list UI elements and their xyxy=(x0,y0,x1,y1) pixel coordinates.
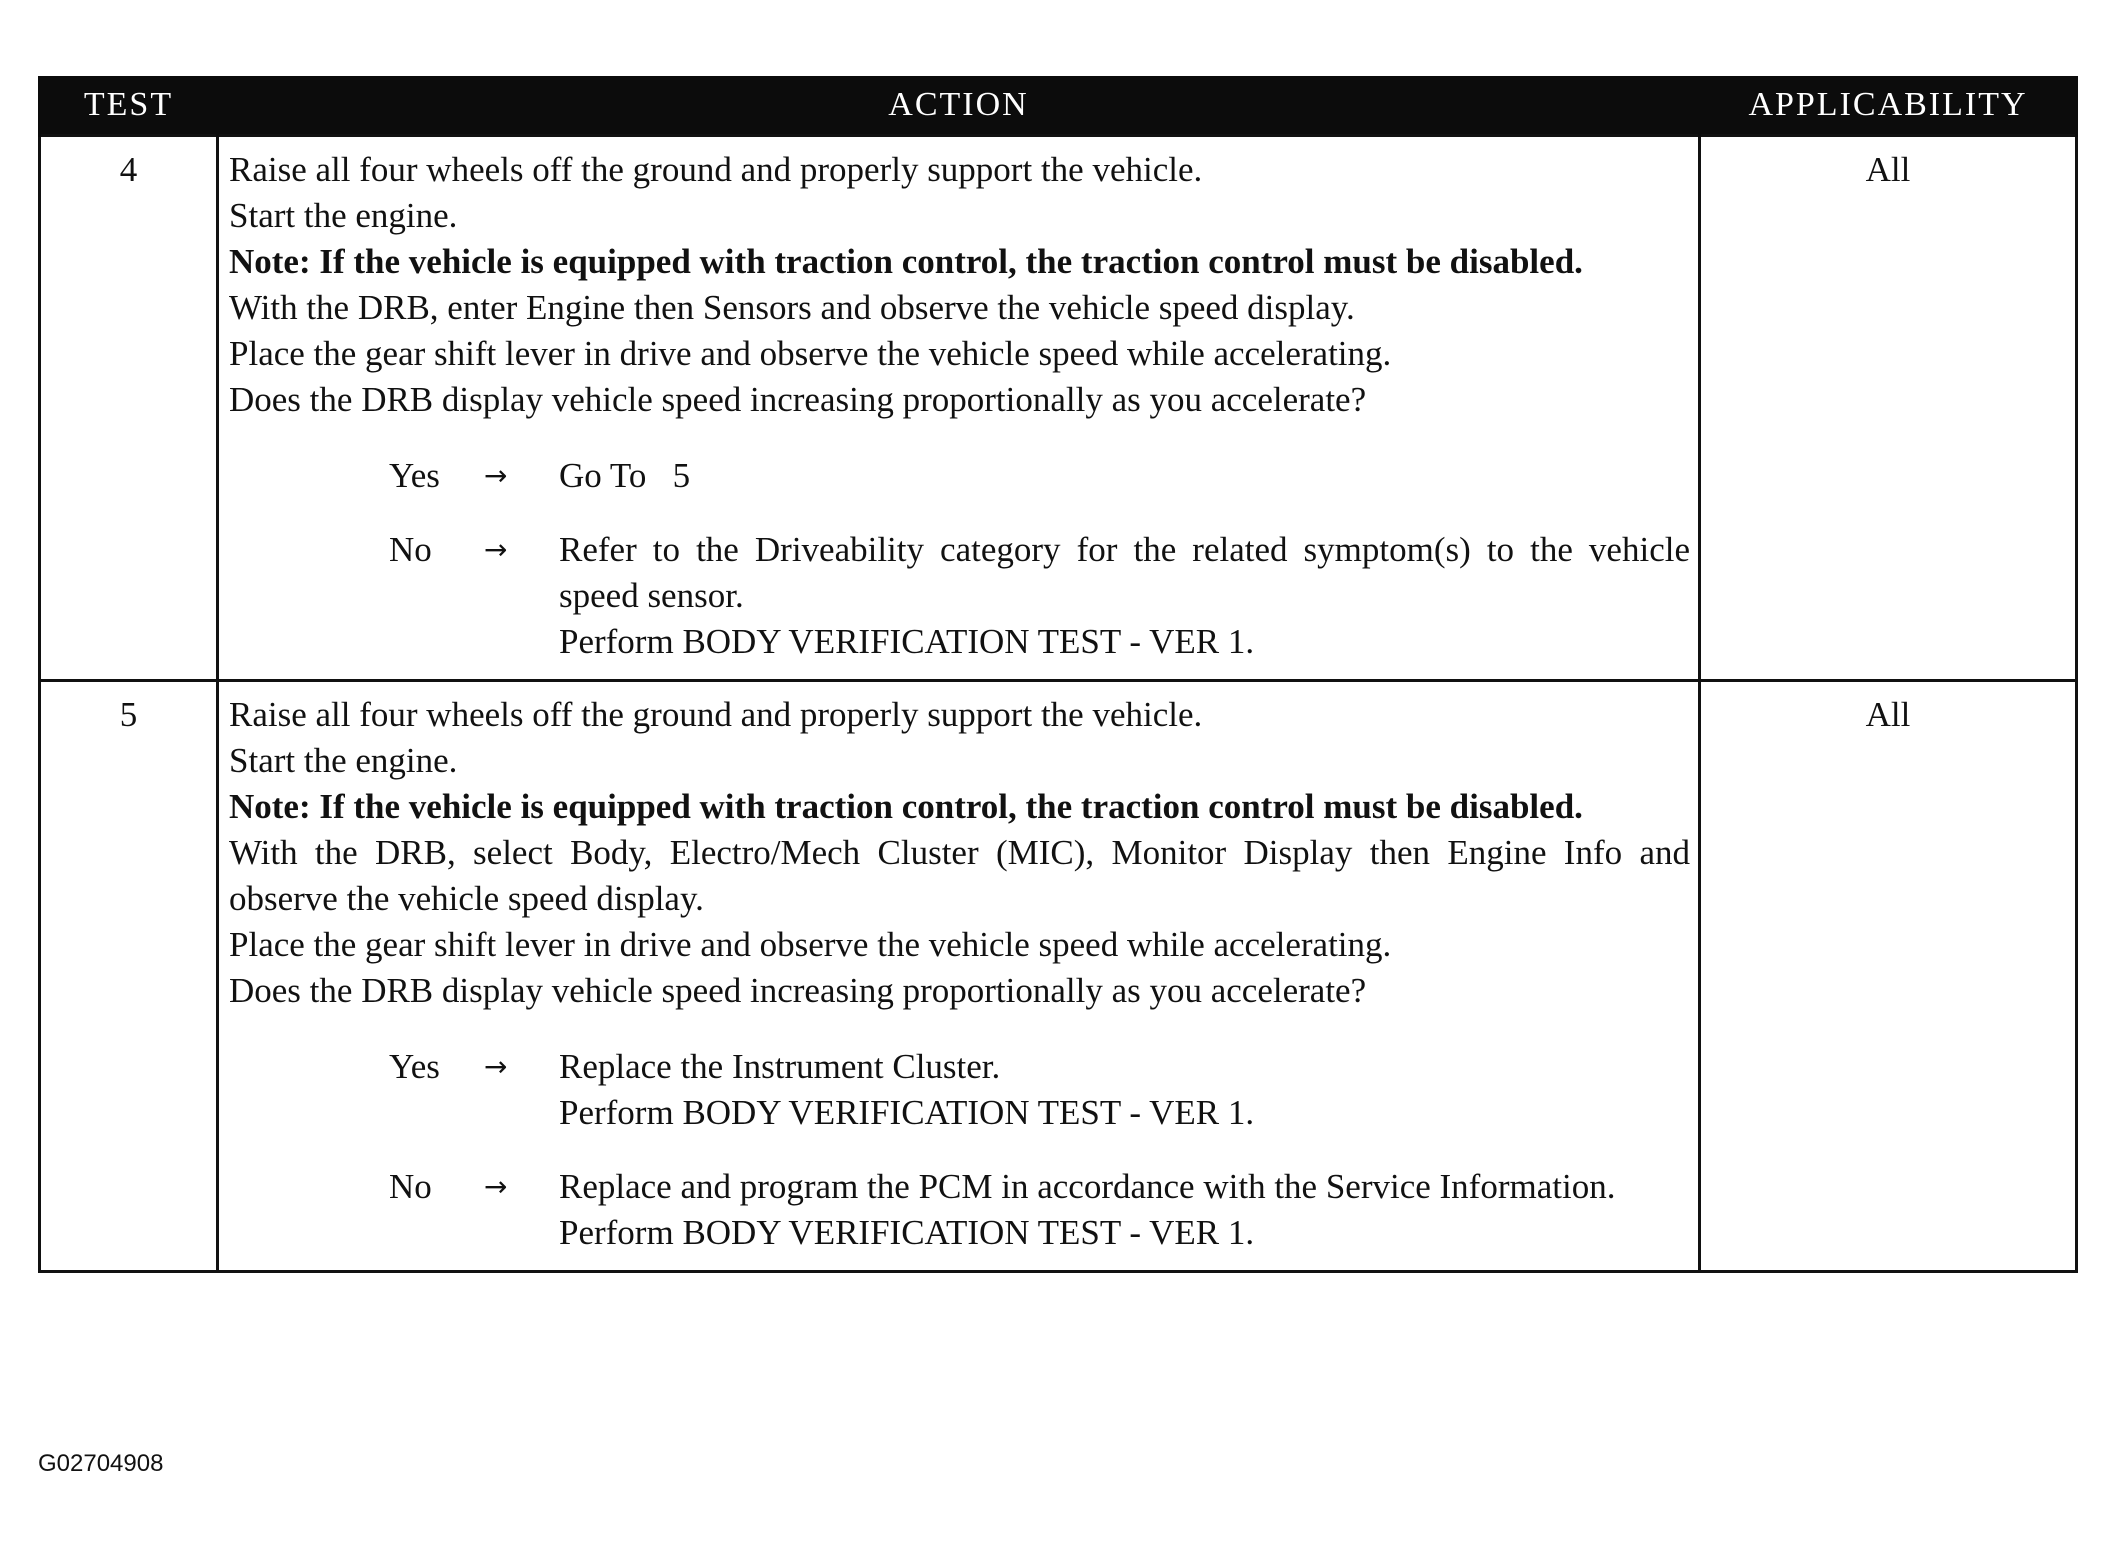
action-line: Raise all four wheels off the ground and properly support the vehicle. xyxy=(229,150,1203,189)
right-arrow-icon: → xyxy=(484,533,508,566)
response-text xyxy=(559,1044,1690,1136)
traction-control-note: Note: If the vehicle is equipped with traction control, the traction control must be disabled. xyxy=(229,242,1583,281)
response-yes xyxy=(229,453,1690,499)
right-arrow-icon: → xyxy=(484,1170,508,1203)
response-text xyxy=(559,453,1690,499)
action-question: Does the DRB display vehicle speed increasing proportionally as you accelerate? xyxy=(229,380,1367,419)
figure-id: G02704908 xyxy=(38,1450,164,1477)
header-applicability: APPLICABILITY xyxy=(1700,76,2077,136)
diagnostic-test-table-container xyxy=(38,76,2075,1273)
response-label: Yes xyxy=(389,1047,440,1086)
table-row-test-4 xyxy=(40,136,2077,681)
response-label: No xyxy=(389,530,432,569)
response-line: Refer to the Driveability category for the related symptom(s) to the vehicle speed sensor. xyxy=(559,530,1690,615)
traction-control-note: Note: If the vehicle is equipped with traction control, the traction control must be disabled. xyxy=(229,787,1583,826)
response-line: Perform BODY VERIFICATION TEST - VER 1. xyxy=(559,1093,1255,1132)
header-action: ACTION xyxy=(218,76,1700,136)
table-row-test-5 xyxy=(40,681,2077,1272)
action-line: Start the engine. xyxy=(229,196,458,235)
response-label: Yes xyxy=(389,456,440,495)
diagnostic-test-table xyxy=(38,76,2078,1273)
response-line: Replace the Instrument Cluster. xyxy=(559,1047,1001,1086)
response-no xyxy=(229,1164,1690,1256)
test-number: 4 xyxy=(40,136,218,681)
action-line: With the DRB, enter Engine then Sensors and observe the vehicle speed display. xyxy=(229,288,1355,327)
response-line: Perform BODY VERIFICATION TEST - VER 1. xyxy=(559,622,1255,661)
right-arrow-icon: → xyxy=(484,459,508,492)
response-yes xyxy=(229,1044,1690,1136)
test-number: 5 xyxy=(40,681,218,1272)
action-cell xyxy=(218,136,1700,681)
action-line: Start the engine. xyxy=(229,741,458,780)
header-test: TEST xyxy=(40,76,218,136)
response-line: Perform BODY VERIFICATION TEST - VER 1. xyxy=(559,1213,1255,1252)
action-line: Place the gear shift lever in drive and observe the vehicle speed while accelerating. xyxy=(229,925,1392,964)
action-line: With the DRB, select Body, Electro/Mech Cluster (MIC), Monitor Display then Engine Info and observe the vehicle speed display. xyxy=(229,833,1690,918)
response-text xyxy=(559,1164,1690,1256)
response-line: Go To 5 xyxy=(559,456,691,495)
response-no xyxy=(229,527,1690,665)
response-text xyxy=(559,527,1690,665)
action-question: Does the DRB display vehicle speed increasing proportionally as you accelerate? xyxy=(229,971,1367,1010)
response-line: Replace and program the PCM in accordance with the Service Information. xyxy=(559,1167,1616,1206)
response-block xyxy=(229,453,1690,665)
action-line: Raise all four wheels off the ground and properly support the vehicle. xyxy=(229,695,1203,734)
applicability-value: All xyxy=(1700,136,2077,681)
applicability-value: All xyxy=(1700,681,2077,1272)
response-block xyxy=(229,1044,1690,1256)
action-line: Place the gear shift lever in drive and observe the vehicle speed while accelerating. xyxy=(229,334,1392,373)
action-cell xyxy=(218,681,1700,1272)
table-header-row xyxy=(40,76,2077,136)
response-label: No xyxy=(389,1167,432,1206)
right-arrow-icon: → xyxy=(484,1050,508,1083)
